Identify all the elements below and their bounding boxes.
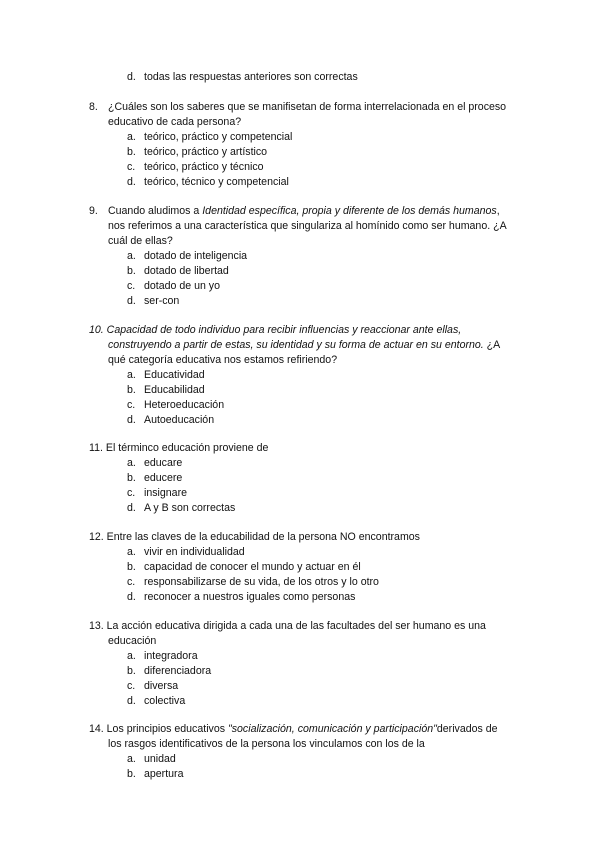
option-letter: c.	[127, 280, 136, 292]
option-text: ser-con	[144, 295, 180, 307]
option-letter: b.	[127, 265, 136, 277]
option-text: diversa	[144, 680, 179, 692]
option-text: todas las respuestas anteriores son correctas	[144, 71, 358, 83]
question-text: 13. La acción educativa dirigida a cada una de las facultades del ser humano es una	[89, 620, 486, 632]
option-letter: b.	[127, 561, 136, 573]
question-text-italic: 10. Capacidad de todo individuo para recibir influencias y reaccionar ante ellas,	[89, 324, 462, 336]
option-letter: d.	[127, 591, 136, 603]
option-text: reconocer a nuestros iguales como personas	[144, 591, 356, 603]
option-text: teórico, técnico y competencial	[144, 176, 289, 188]
option-text: diferenciadora	[144, 665, 212, 677]
option-letter: d.	[127, 176, 136, 188]
option-text: integradora	[144, 650, 198, 662]
option-text: capacidad de conocer el mundo y actuar en él	[144, 561, 361, 573]
option-text: dotado de libertad	[144, 265, 229, 277]
option-letter: b.	[127, 472, 136, 484]
question-text-italic: "socialización, comunicación y participación"	[227, 723, 437, 735]
option-text: dotado de inteligencia	[144, 250, 248, 262]
option-text: vivir en individualidad	[144, 546, 245, 558]
question-text: ¿Cuáles son los saberes que se manifisetan de forma interrelacionada en el proceso	[108, 101, 507, 113]
option-letter: a.	[127, 457, 136, 469]
question-text	[108, 338, 500, 352]
option-text: colectiva	[144, 695, 186, 707]
option-text: educare	[144, 457, 183, 469]
question-text-plain: ¿A	[483, 339, 501, 351]
option-letter: b.	[127, 768, 136, 780]
option-text: insignare	[144, 487, 187, 499]
option-letter: a.	[127, 131, 136, 143]
question-text	[89, 722, 498, 736]
question-text-plain: Cuando aludimos a	[108, 205, 203, 217]
question-text: los rasgos identificativos de la persona los vinculamos con los de la	[108, 738, 425, 750]
option-text: apertura	[144, 768, 184, 780]
question-text: educativo de cada persona?	[108, 116, 242, 128]
option-text: educere	[144, 472, 183, 484]
question-text: qué categoría educativa nos estamos refiriendo?	[108, 354, 338, 366]
option-text: teórico, práctico y artístico	[144, 146, 268, 158]
option-letter: b.	[127, 665, 136, 677]
option-text: Autoeducación	[144, 414, 215, 426]
question-text-italic: Identidad específica, propia y diferente de los demás humanos	[202, 205, 497, 217]
option-letter: c.	[127, 161, 136, 173]
question-text-plain: derivados de	[436, 723, 498, 735]
option-text: responsabilizarse de su vida, de los otros y lo otro	[144, 576, 379, 588]
option-text: Educatividad	[144, 369, 205, 381]
question-text: nos referimos a una característica que singulariza al homínido como ser humano. ¿A	[108, 220, 507, 232]
question-text: 12. Entre las claves de la educabilidad de la persona NO encontramos	[89, 531, 420, 543]
option-letter: b.	[127, 146, 136, 158]
option-text: teórico, práctico y técnico	[144, 161, 264, 173]
option-letter: d.	[127, 695, 136, 707]
option-letter: c.	[127, 576, 136, 588]
option-text: Educabilidad	[144, 384, 205, 396]
question-number: 9.	[89, 205, 98, 217]
option-letter: d.	[127, 414, 136, 426]
option-text: dotado de un yo	[144, 280, 220, 292]
option-letter: a.	[127, 369, 136, 381]
option-letter: c.	[127, 399, 136, 411]
question-text-plain: 14. Los principios educativos	[89, 723, 228, 735]
question-text: cuál de ellas?	[108, 235, 173, 247]
question-text: educación	[108, 635, 157, 647]
option-text: A y B son correctas	[144, 502, 236, 514]
option-letter: a.	[127, 546, 136, 558]
option-letter: d.	[127, 71, 136, 83]
option-letter: d.	[127, 295, 136, 307]
option-letter: c.	[127, 487, 136, 499]
option-letter: d.	[127, 502, 136, 514]
option-text: unidad	[144, 753, 176, 765]
option-letter: a.	[127, 650, 136, 662]
option-letter: b.	[127, 384, 136, 396]
question-text: 11. El términco educación proviene de	[89, 442, 269, 454]
option-text: Heteroeducación	[144, 399, 225, 411]
question-text-italic: construyendo a partir de estas, su identidad y su forma de actuar en su entorno.	[108, 339, 484, 351]
option-letter: c.	[127, 680, 136, 692]
option-letter: a.	[127, 753, 136, 765]
question-text	[108, 204, 500, 218]
question-text-plain: ,	[496, 205, 500, 217]
question-number: 8.	[89, 101, 98, 113]
option-letter: a.	[127, 250, 136, 262]
option-text: teórico, práctico y competencial	[144, 131, 293, 143]
